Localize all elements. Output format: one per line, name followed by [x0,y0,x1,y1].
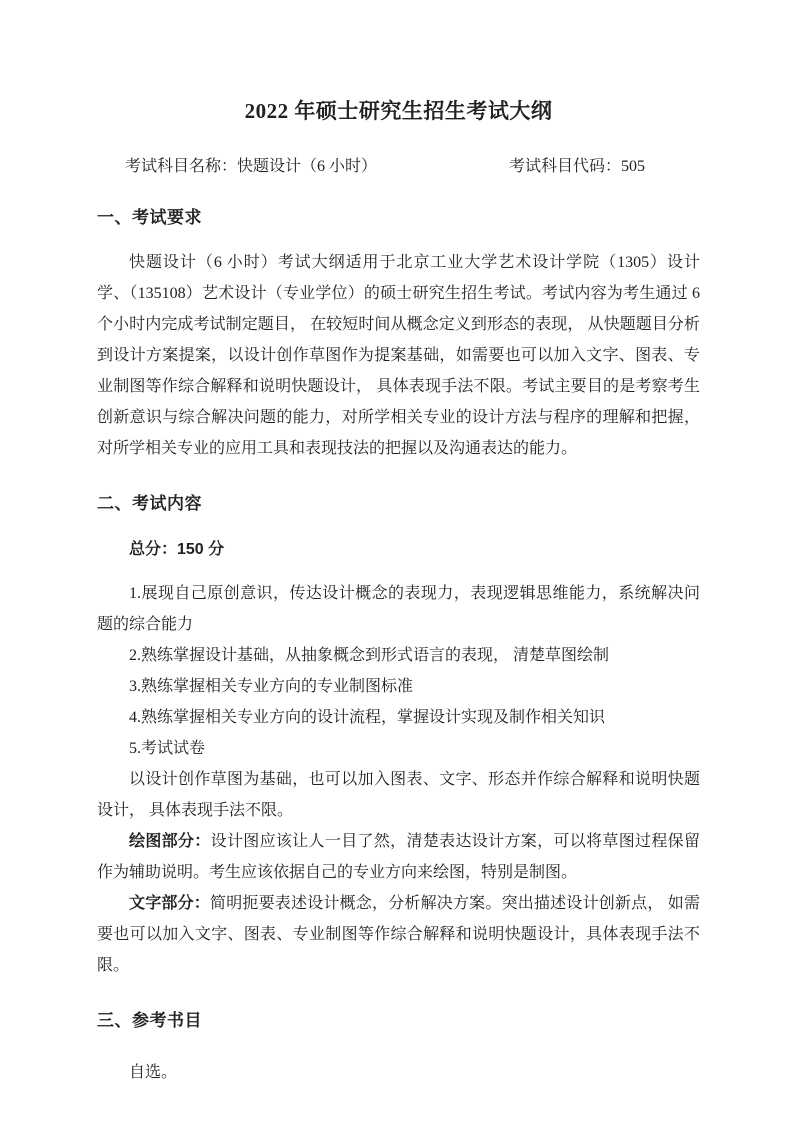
writing-part-text: 简明扼要表述设计概念，分析解决方案。突出描述设计创新点， 如需要也可以加入文字、图表、专业制图等作综合解释和说明快题设计，具体表现手法不限。 [97,895,700,974]
subject-code [509,156,645,178]
drawing-part-text: 设计图应该让人一目了然，清楚表达设计方案，可以将草图过程保留作为辅助说明。考生应该依据自己的专业方向来绘图，特别是制图。 [97,833,700,881]
subject-code-value: 505 [621,158,645,175]
section-heading-content: 二、考试内容 [97,494,202,513]
content-item: 3.熟练掌握相关专业方向的专业制图标准 [129,678,414,695]
subject-meta-row [97,156,700,178]
content-item: 4.熟练掌握相关专业方向的设计流程，掌握设计实现及制作相关知识 [129,709,606,726]
subject-code-label: 考试科目代码： [508,158,621,175]
section-heading-requirements: 一、考试要求 [97,208,202,227]
writing-part-label: 文字部分： [129,895,210,912]
section-heading-references: 三、参考书目 [97,1011,202,1030]
subject-name-value: 快题设计（6 小时） [237,158,378,175]
subject-name [97,156,377,178]
subject-name-label: 考试科目名称： [125,158,238,175]
content-item: 5.考试试卷 [129,740,206,757]
references-paragraph: 自选。 [129,1064,178,1081]
drawing-part-label: 绘图部分： [129,833,211,850]
document-title: 2022 年硕士研究生招生考试大纲 [244,99,553,123]
exam-paper-paragraph: 以设计创作草图为基础，也可以加入图表、文字、形态并作综合解释和说明快题设计， 具体表现手法不限。 [97,771,700,819]
content-item: 2.熟练掌握设计基础，从抽象概念到形式语言的表现， 清楚草图绘制 [129,647,610,664]
drawing-part-paragraph [97,826,700,888]
total-score: 总分：150 分 [129,541,225,558]
content-item: 1.展现自己原创意识，传达设计概念的表现力，表现逻辑思维能力，系统解决问题的综合能力 [97,585,700,633]
requirements-paragraph: 快题设计（6 小时）考试大纲适用于北京工业大学艺术设计学院（1305）设计学、（135108）艺术设计（专业学位）的硕士研究生招生考试。考试内容为考生通过 6 个小时内完成考试制定题目， 在较短时间从概念定义到形态的表现， 从快题题目分析到设计方案提案，以设计创作草图作为提案基础，如需要也可以加入文字、图表、专业制图等作综合解释和说明快题设计， 具体表现手法不限。考试主要目的是考察考生创新意识与综合解决问题的能力，对所学相关专业的设计方法与程序的理解和把握， 对所学相关专业的应用工具和表现技法的把握以及沟通表达的能力。 [97,254,700,457]
writing-part-paragraph [97,888,700,981]
